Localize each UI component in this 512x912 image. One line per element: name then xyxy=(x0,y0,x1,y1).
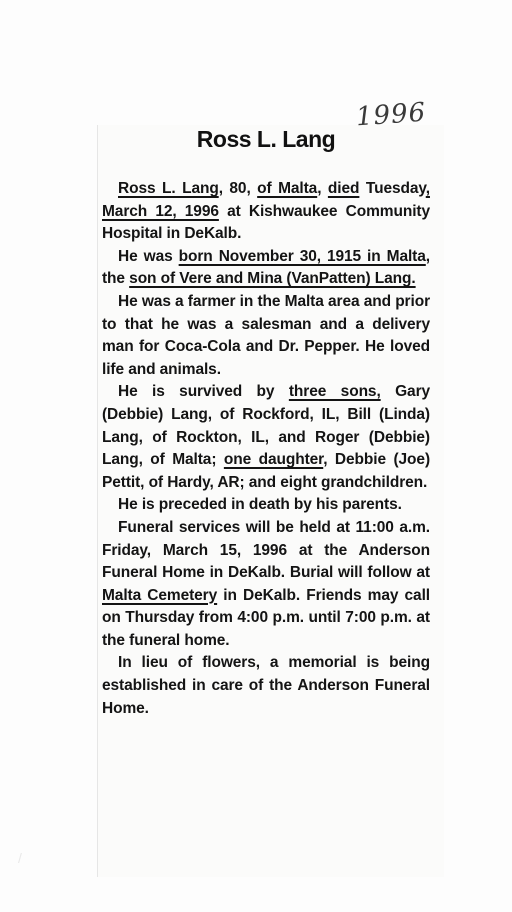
text-segment: at Kishwaukee Community Hospital in DeKalb. xyxy=(102,202,430,243)
text-segment: in DeKalb. Friends may call on Thursday from 4:00 p.m. until 7:00 p.m. at the funeral home. xyxy=(102,586,430,649)
underlined-phrase: born November 30, 1915 in Malta xyxy=(178,247,426,265)
underlined-phrase: , March 12, 1996 xyxy=(102,180,430,220)
underlined-phrase: one daughter xyxy=(223,451,324,469)
underlined-phrase: died xyxy=(327,180,360,197)
underlined-phrase: of Malta xyxy=(257,180,318,197)
obituary-paragraph xyxy=(102,291,430,381)
obituary-headline: Ross L. Lang xyxy=(196,126,336,152)
text-segment: , 80, xyxy=(218,180,258,197)
obituary-paragraph xyxy=(102,246,430,291)
underlined-phrase: Ross L. Lang xyxy=(118,180,219,197)
text-segment: , Debbie (Joe) Pettit, of Hardy, AR; and eight grandchildren. xyxy=(102,451,431,491)
underlined-phrase: son of Vere and Mina (VanPatten) Lang. xyxy=(129,270,416,288)
obituary-body xyxy=(102,178,430,720)
text-segment: He was xyxy=(118,247,179,265)
obituary-paragraph xyxy=(102,517,430,653)
obituary-paragraph xyxy=(102,652,430,720)
text-segment: In lieu of flowers, a memorial is being established in care of the Anderson Funeral Home. xyxy=(102,654,430,717)
underlined-phrase: Malta Cemetery xyxy=(102,586,218,604)
text-segment: Gary (Debbie) Lang, of Rockford, IL, Bill (Linda) Lang, of Rockton, IL, and Roger (Debbie) Lang, of Malta; xyxy=(102,383,431,469)
obituary-paragraph xyxy=(102,494,430,517)
page-corner-mark: / xyxy=(18,850,22,866)
underlined-phrase: three sons, xyxy=(288,383,381,401)
text-segment: Funeral services will be held at 11:00 a.m. Friday, March 15, 1996 at the Anderson Funeral Home in DeKalb. Burial will follow at xyxy=(102,518,430,582)
text-segment: Tuesday xyxy=(359,180,426,197)
obituary-paragraph xyxy=(102,381,430,494)
text-segment: He is preceded in death by his parents. xyxy=(118,496,402,514)
handwritten-year-annotation: 1996 xyxy=(355,97,428,133)
text-segment: , xyxy=(317,180,328,197)
text-segment: , the xyxy=(102,247,430,288)
obituary-paragraph xyxy=(102,178,430,246)
text-segment: He was a farmer in the Malta area and prior to that he was a salesman and a delivery man for Coca-Cola and Dr. Pepper. He loved life and animals. xyxy=(102,292,430,378)
text-segment: He is survived by xyxy=(118,383,289,401)
